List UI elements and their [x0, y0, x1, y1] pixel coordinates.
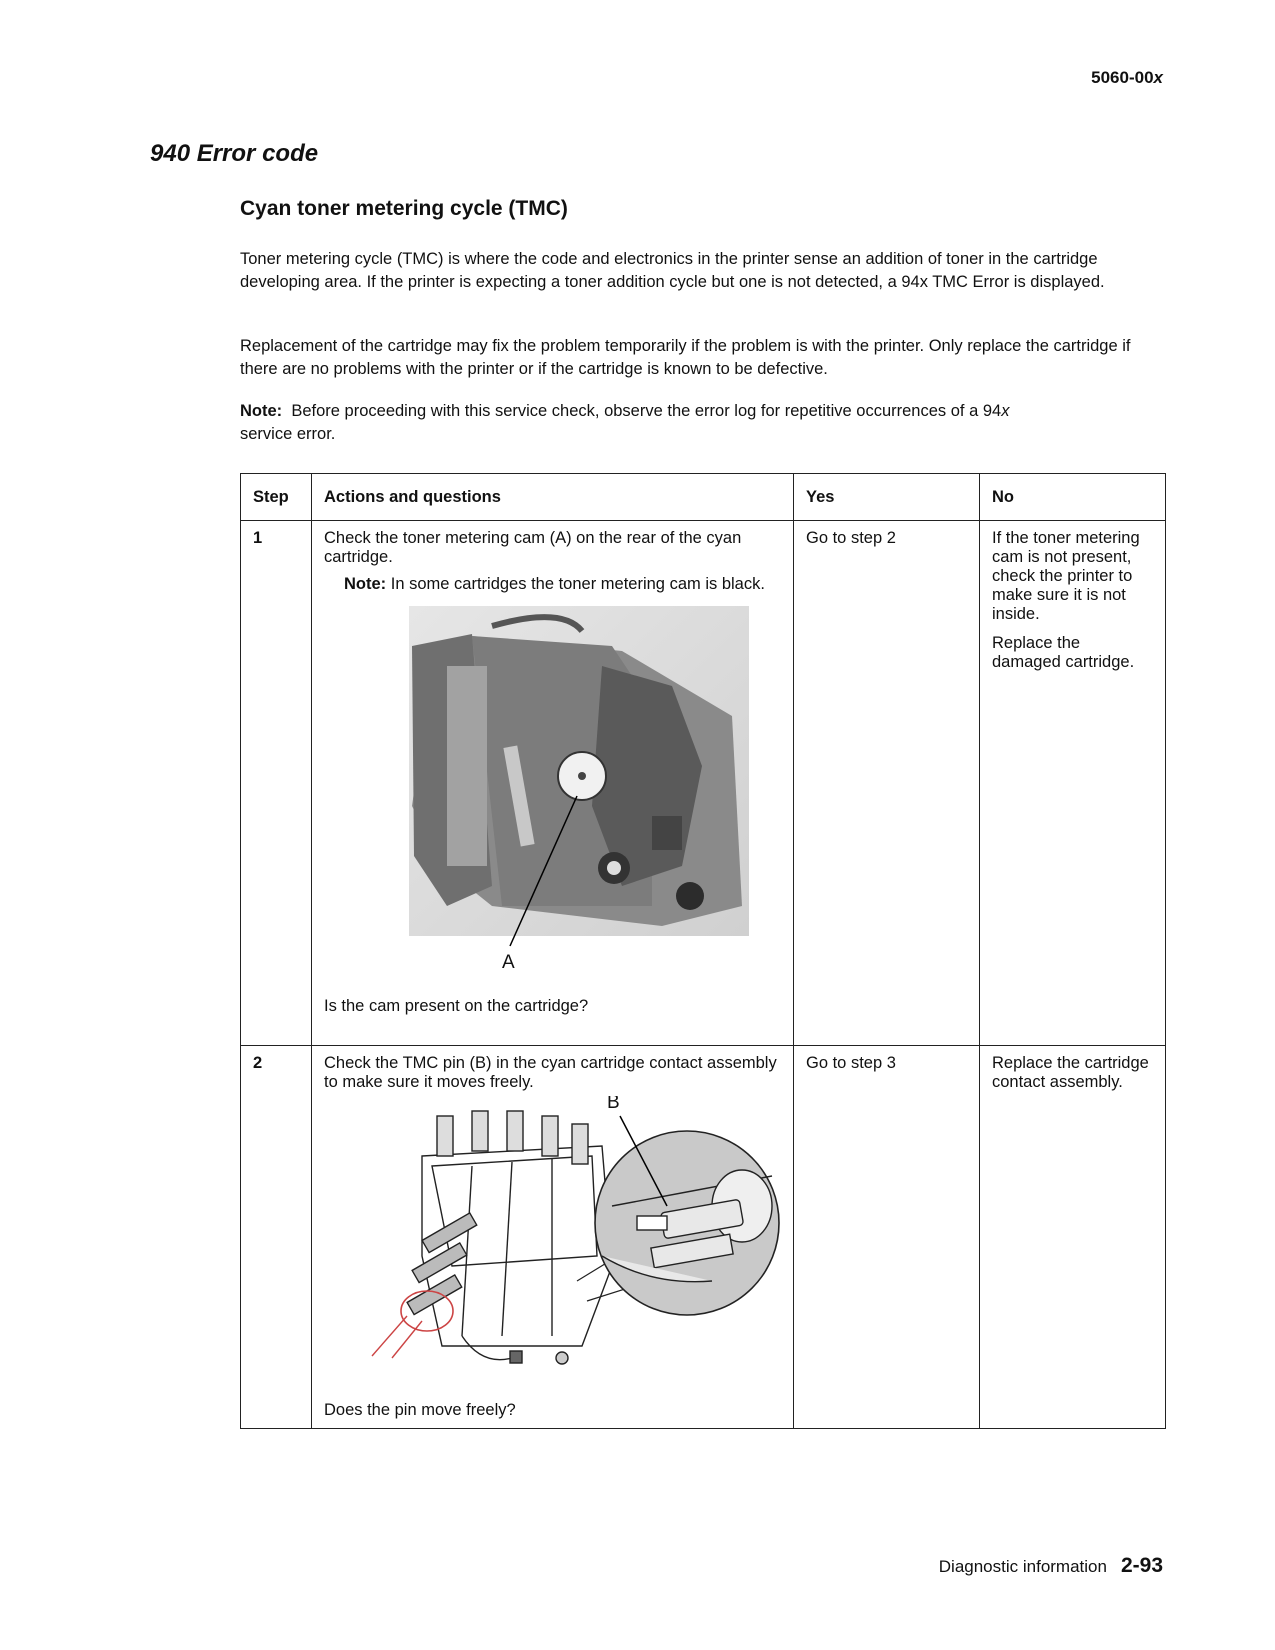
service-check-table — [240, 473, 1166, 1429]
callout-label-b: B — [607, 1096, 620, 1113]
toner-cartridge-illustration — [352, 606, 792, 990]
no-action: Replace the cartridge contact assembly. — [992, 1054, 1149, 1091]
step-action-cell — [312, 1046, 794, 1429]
table-row — [241, 1046, 1166, 1429]
header-yes: Yes — [794, 474, 980, 521]
step-question: Does the pin move freely? — [324, 1401, 516, 1419]
header-no: No — [980, 474, 1166, 521]
replacement-paragraph: Replacement of the cartridge may fix the problem temporarily if the problem is with the printer. Only replace the cartridge if there are no problems with the printer or if the cartridge is known to be defective. — [240, 337, 1131, 378]
step-number: 2 — [241, 1046, 312, 1429]
page-footer — [939, 1554, 1163, 1578]
intro-paragraph: Toner metering cycle (TMC) is where the code and electronics in the printer sense an addition of toner in the cartridge developing area. If the printer is expecting a toner addition cycle but one is not detected, a 94x TMC Error is displayed. — [240, 250, 1105, 291]
step-action-cell — [312, 521, 794, 1046]
page-number: 2-93 — [1120, 1554, 1163, 1577]
section-title: Cyan toner metering cycle (TMC) — [240, 197, 568, 220]
contact-assembly-illustration — [352, 1096, 792, 1394]
page-title: 940 Error code — [150, 140, 319, 167]
table-row — [241, 521, 1166, 1046]
no-cell — [980, 1046, 1166, 1429]
step-question: Is the cam present on the cartridge? — [324, 997, 589, 1015]
table-header-row — [241, 474, 1166, 521]
model-number: 5060-00x — [1091, 68, 1163, 87]
yes-cell: Go to step 2 — [794, 521, 980, 1046]
no-action: If the toner metering cam is not present, check the printer to make sure it is not inside. — [992, 529, 1140, 623]
service-note: Note: Before proceeding with this service check, observe the error log for repetitive occurrences of a 94x service error. — [240, 402, 1010, 443]
no-action: Replace the damaged cartridge. — [992, 634, 1135, 671]
callout-label-a: A — [502, 952, 515, 973]
step-note: Note: In some cartridges the toner metering cam is black. — [344, 575, 765, 593]
note-label: Note: — [240, 402, 283, 420]
step-action: Check the toner metering cam (A) on the rear of the cyan cartridge. — [324, 529, 742, 566]
step-number: 1 — [241, 521, 312, 1046]
header-step: Step — [241, 474, 312, 521]
header-actions: Actions and questions — [312, 474, 794, 521]
yes-cell: Go to step 3 — [794, 1046, 980, 1429]
step-action: Check the TMC pin (B) in the cyan cartridge contact assembly to make sure it moves freely. — [324, 1054, 777, 1091]
no-cell — [980, 521, 1166, 1046]
footer-section: Diagnostic information — [938, 1557, 1107, 1576]
